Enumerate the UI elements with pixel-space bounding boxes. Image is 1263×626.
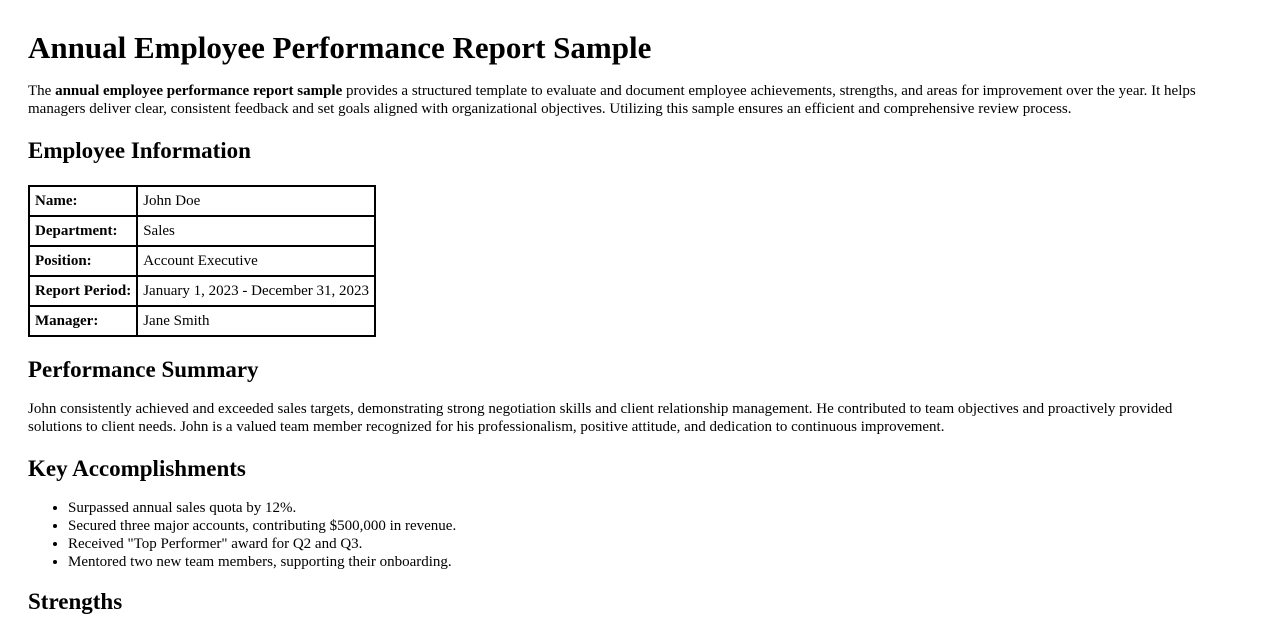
name-label: Name:	[29, 186, 137, 216]
performance-summary-heading: Performance Summary	[28, 357, 259, 382]
report-period-value: January 1, 2023 - December 31, 2023	[137, 276, 375, 306]
department-label: Department:	[29, 216, 137, 246]
table-row	[29, 186, 375, 216]
table-row	[29, 216, 375, 246]
list-item: • Received "Top Performer" award for Q2 and Q3.	[68, 535, 1223, 553]
table-row	[29, 246, 375, 276]
table-row	[29, 306, 375, 336]
report-period-label: Report Period:	[29, 276, 137, 306]
manager-label: Manager:	[29, 306, 137, 336]
performance-summary-text: John consistently achieved and exceeded sales targets, demonstrating strong negotiation skills and client relationship management. He contributed to team objectives and proactively provided solutions to client needs. John is a valued team member recognized for his professionalism, positive attitude, and dedication to continuous improvement.	[28, 401, 1173, 435]
employee-info-heading: Employee Information	[28, 138, 251, 163]
strengths-heading: Strengths	[28, 589, 123, 614]
list-item: • Surpassed annual sales quota by 12%.	[68, 499, 1223, 517]
department-value: Sales	[137, 216, 375, 246]
employee-info-table	[28, 185, 376, 337]
name-value: John Doe	[137, 186, 375, 216]
intro-paragraph	[28, 82, 1228, 118]
list-item: • Mentored two new team members, supporting their onboarding.	[68, 553, 1223, 571]
list-item: • Secured three major accounts, contributing $500,000 in revenue.	[68, 517, 1223, 535]
table-row	[29, 276, 375, 306]
intro-text-end: provides a structured template to evaluate and document employee achievements, strengths, and areas for improvement over the year. It helps managers deliver clear, consistent feedback and set goals aligned with organizational objectives. Utilizing this sample ensures an efficient and comprehensive review process.	[28, 83, 1196, 117]
key-accomplishments-heading: Key Accomplishments	[28, 456, 246, 481]
intro-bold-phrase: annual employee performance report sample	[55, 83, 343, 99]
page-title: Annual Employee Performance Report Sample	[28, 30, 652, 65]
position-label: Position:	[29, 246, 137, 276]
accomplishments-list	[28, 499, 1223, 571]
manager-value: Jane Smith	[137, 306, 375, 336]
intro-text-start: The	[28, 83, 56, 99]
position-value: Account Executive	[137, 246, 375, 276]
